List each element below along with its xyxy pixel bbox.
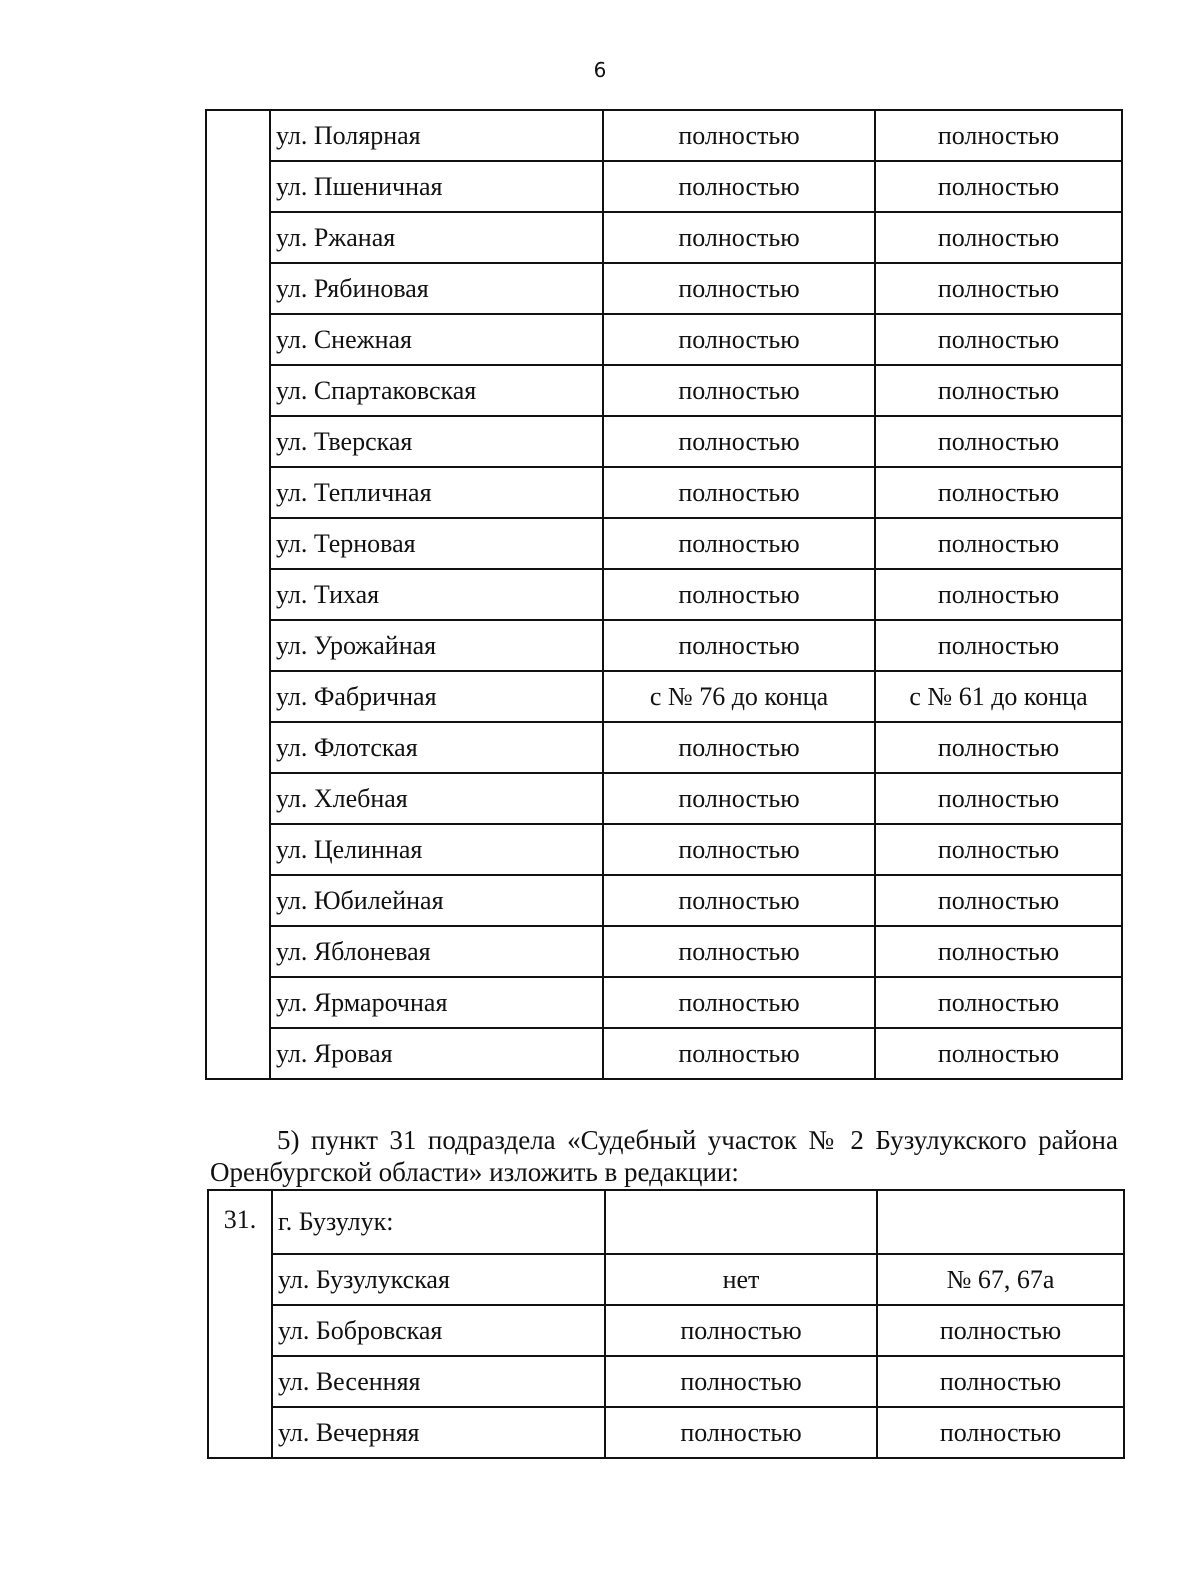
odd-numbers: полностью: [875, 620, 1122, 671]
odd-numbers: полностью: [877, 1356, 1124, 1407]
even-numbers: полностью: [603, 722, 875, 773]
street-name: ул. Юбилейная: [270, 875, 603, 926]
table-row: [206, 110, 1122, 161]
number-cell: [206, 569, 270, 620]
table-row: [206, 671, 1122, 722]
number-cell: [206, 263, 270, 314]
odd-numbers: полностью: [875, 722, 1122, 773]
number-cell: [206, 620, 270, 671]
table-row: [206, 263, 1122, 314]
even-numbers: полностью: [603, 161, 875, 212]
number-cell: [206, 467, 270, 518]
number-cell: [206, 110, 270, 161]
even-numbers: нет: [605, 1254, 877, 1305]
even-numbers: полностью: [603, 212, 875, 263]
odd-numbers: полностью: [875, 926, 1122, 977]
number-cell: [206, 773, 270, 824]
amendment-paragraph: [210, 1124, 1118, 1188]
street-name: ул. Спартаковская: [270, 365, 603, 416]
even-numbers: полностью: [603, 620, 875, 671]
odd-numbers: полностью: [875, 773, 1122, 824]
table-row: [208, 1190, 1124, 1254]
table-row: [208, 1305, 1124, 1356]
street-name: ул. Тверская: [270, 416, 603, 467]
number-cell: [206, 161, 270, 212]
even-numbers: полностью: [603, 314, 875, 365]
street-name: ул. Хлебная: [270, 773, 603, 824]
street-name: ул. Пшеничная: [270, 161, 603, 212]
street-name: ул. Яровая: [270, 1028, 603, 1079]
odd-numbers: полностью: [875, 212, 1122, 263]
page-number: 6: [593, 58, 607, 82]
odd-numbers: полностью: [875, 518, 1122, 569]
odd-numbers: полностью: [875, 314, 1122, 365]
table-row: [206, 824, 1122, 875]
even-numbers: полностью: [603, 416, 875, 467]
odd-numbers: полностью: [875, 416, 1122, 467]
even-numbers: полностью: [603, 926, 875, 977]
item-number: 31.: [208, 1190, 272, 1254]
number-cell: [206, 314, 270, 365]
odd-numbers: полностью: [875, 365, 1122, 416]
street-name: ул. Ярмарочная: [270, 977, 603, 1028]
street-name: ул. Вечерняя: [272, 1407, 605, 1458]
number-cell: [206, 518, 270, 569]
even-numbers: полностью: [603, 875, 875, 926]
even-numbers: полностью: [605, 1305, 877, 1356]
odd-numbers: полностью: [875, 110, 1122, 161]
paragraph-line-2: Оренбургской области» изложить в редакции:: [210, 1157, 739, 1187]
even-cell: [605, 1190, 877, 1254]
street-name: ул. Яблоневая: [270, 926, 603, 977]
odd-numbers: полностью: [875, 161, 1122, 212]
street-name: ул. Бобровская: [272, 1305, 605, 1356]
even-numbers: полностью: [603, 1028, 875, 1079]
even-numbers: полностью: [603, 824, 875, 875]
street-name: ул. Рябиновая: [270, 263, 603, 314]
paragraph-line-1: 5) пункт 31 подраздела «Судебный участок № 2 Бузулукского района: [277, 1125, 1118, 1155]
table-row: [206, 314, 1122, 365]
number-cell: [206, 416, 270, 467]
odd-numbers: полностью: [875, 467, 1122, 518]
odd-numbers: полностью: [875, 977, 1122, 1028]
table-row: [206, 875, 1122, 926]
table-row: [206, 1028, 1122, 1079]
table-row: [206, 773, 1122, 824]
even-numbers: полностью: [603, 263, 875, 314]
number-cell: [206, 722, 270, 773]
number-cell: [208, 1305, 272, 1356]
table-row: [206, 416, 1122, 467]
table-row: [206, 926, 1122, 977]
number-cell: [208, 1407, 272, 1458]
odd-numbers: с № 61 до конца: [875, 671, 1122, 722]
streets-table-continued: [205, 109, 1123, 1080]
even-numbers: полностью: [605, 1356, 877, 1407]
street-name: ул. Весенняя: [272, 1356, 605, 1407]
odd-numbers: полностью: [875, 569, 1122, 620]
table-row: [206, 977, 1122, 1028]
odd-numbers: полностью: [875, 875, 1122, 926]
street-name: ул. Целинная: [270, 824, 603, 875]
street-name: ул. Фабричная: [270, 671, 603, 722]
even-numbers: с № 76 до конца: [603, 671, 875, 722]
even-numbers: полностью: [603, 365, 875, 416]
table-row: [206, 467, 1122, 518]
street-name: ул. Тихая: [270, 569, 603, 620]
even-numbers: полностью: [603, 467, 875, 518]
street-name: ул. Снежная: [270, 314, 603, 365]
number-cell: [208, 1356, 272, 1407]
table-row: [208, 1407, 1124, 1458]
odd-cell: [877, 1190, 1124, 1254]
street-name: ул. Терновая: [270, 518, 603, 569]
table-row: [206, 212, 1122, 263]
number-cell: [206, 824, 270, 875]
number-cell: [206, 212, 270, 263]
odd-numbers: полностью: [877, 1407, 1124, 1458]
street-name: ул. Урожайная: [270, 620, 603, 671]
even-numbers: полностью: [603, 773, 875, 824]
number-cell: [208, 1254, 272, 1305]
number-cell: [206, 1028, 270, 1079]
court-district-31-table: [207, 1189, 1125, 1459]
even-numbers: полностью: [603, 977, 875, 1028]
even-numbers: полностью: [603, 569, 875, 620]
street-name: ул. Флотская: [270, 722, 603, 773]
odd-numbers: № 67, 67а: [877, 1254, 1124, 1305]
number-cell: [206, 875, 270, 926]
table-row: [206, 722, 1122, 773]
street-name: ул. Ржаная: [270, 212, 603, 263]
odd-numbers: полностью: [875, 1028, 1122, 1079]
even-numbers: полностью: [603, 518, 875, 569]
odd-numbers: полностью: [877, 1305, 1124, 1356]
city-name: г. Бузулук:: [272, 1190, 605, 1254]
street-name: ул. Полярная: [270, 110, 603, 161]
even-numbers: полностью: [603, 110, 875, 161]
table-row: [208, 1254, 1124, 1305]
number-cell: [206, 977, 270, 1028]
table-row: [206, 161, 1122, 212]
table-row: [206, 569, 1122, 620]
number-cell: [206, 926, 270, 977]
table-row: [206, 365, 1122, 416]
odd-numbers: полностью: [875, 263, 1122, 314]
street-name: ул. Тепличная: [270, 467, 603, 518]
table-row: [208, 1356, 1124, 1407]
even-numbers: полностью: [605, 1407, 877, 1458]
odd-numbers: полностью: [875, 824, 1122, 875]
number-cell: [206, 671, 270, 722]
street-name: ул. Бузулукская: [272, 1254, 605, 1305]
table-row: [206, 518, 1122, 569]
table-row: [206, 620, 1122, 671]
number-cell: [206, 365, 270, 416]
